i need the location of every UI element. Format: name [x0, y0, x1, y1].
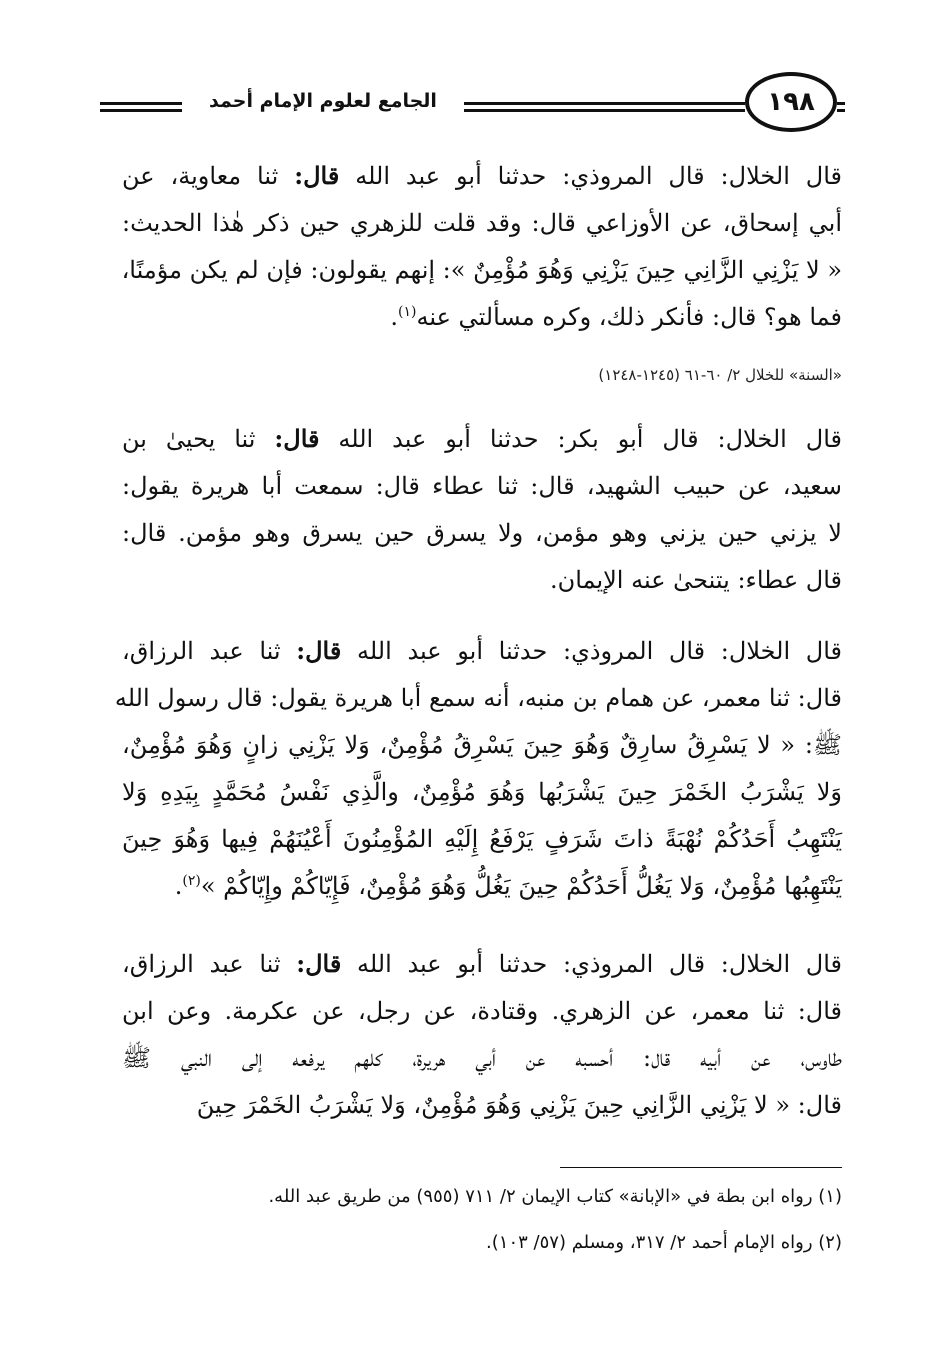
header-rule-right — [837, 102, 845, 105]
text-run: لا يزني حين يزني وهو مؤمن، ولا يسرق حين يسرق وهو مؤمن. قال: — [122, 519, 842, 547]
text-line — [122, 863, 842, 910]
bold-term: قال: — [296, 949, 342, 978]
text-line — [122, 510, 842, 557]
footnote: (٢) رواه الإمام أحمد ٢/ ٣١٧، ومسلم (٥٧/ ١٠٣). — [486, 1232, 842, 1253]
text-run: أبي إسحاق، عن الأوزاعي قال: وقد قلت للزهري حين ذكر هٰذا الحديث: — [122, 209, 842, 237]
text-line — [122, 415, 842, 463]
page-header — [100, 72, 845, 136]
text-run: ثنا معاوية، عن — [122, 162, 295, 190]
text-line — [122, 557, 842, 604]
text-line — [122, 1082, 842, 1129]
header-rule-left-lower — [100, 109, 182, 112]
text-run: سعيد، عن حبيب الشهيد، قال: ثنا عطاء قال: سمعت أبا هريرة يقول: — [122, 472, 842, 500]
text-run: وَلا يَشْرَبُ الخَمْرَ حِينَ يَشْرَبُها وَهُوَ مُؤْمِنٌ، والَّذِي نَفْسُ مُحَمَّدٍ بِيَدِهِ وَلا — [122, 778, 842, 806]
text-run: « لا يَزْنِي الزَّانِي حِينَ يَزْنِي وَهُوَ مُؤْمِنٌ »: إنهم يقولون: فإن لم يكن مؤمنًا، — [121, 256, 842, 284]
text-line — [122, 627, 842, 675]
footnote-marker: (١) — [398, 304, 417, 320]
text-line — [122, 200, 842, 247]
bold-term: قال: — [274, 424, 320, 453]
text-run: ثنا يحيىٰ بن — [122, 425, 275, 453]
text-line — [122, 722, 842, 769]
text-run: فما هو؟ قال: فأنكر ذلك، وكره مسألتي عنه — [416, 303, 842, 331]
text-run: . — [174, 872, 183, 900]
header-rule-left — [100, 102, 182, 105]
text-run: . — [390, 303, 399, 331]
text-run: ﷺ: « لا يَسْرِقُ سارِقٌ وَهُوَ حِينَ يَسْرِقُ مُؤْمِنٌ، وَلا يَزْنِي زانٍ وَهُوَ مُؤْمِنٌ، — [122, 731, 842, 759]
text-line — [122, 247, 842, 294]
text-run: قال الخلال: قال المروذي: حدثنا أبو عبد الله — [339, 162, 842, 190]
text-line — [122, 769, 842, 816]
text-run: قال عطاء: يتنحىٰ عنه الإيمان. — [550, 566, 842, 594]
header-rule-middle-lower — [464, 109, 745, 112]
text-run: يَنْتَهِبُ أَحَدُكُمْ نُهْبَةً ذاتَ شَرَفٍ يَرْفَعُ إِلَيْهِ المُؤْمِنُونَ أَعْيُنَهُمْ فِيها وَهُوَ حِينَ — [122, 825, 842, 853]
text-run: قال: ثنا معمر، عن الزهري. وقتادة، عن رجل، عن عكرمة. وعن ابن — [122, 997, 843, 1025]
header-rule-middle — [464, 102, 745, 105]
text-run: قال الخلال: قال أبو بكر: حدثنا أبو عبد الله — [319, 425, 842, 453]
text-run: طاوس، عن أبيه قال: أحسبه عن أبي هريرة، كلهم يرفعه إلى النبي ﷺ — [122, 1044, 842, 1072]
footnote: (١) رواه ابن بطة في «الإبانة» كتاب الإيمان ٢/ ٧١١ (٩٥٥) من طريق عبد الله. — [268, 1186, 842, 1207]
text-line — [122, 1035, 842, 1082]
paragraph — [122, 415, 842, 604]
paragraph — [122, 940, 842, 1129]
bold-term: قال: — [296, 636, 342, 665]
text-line — [122, 152, 842, 200]
header-rule-right-lower — [837, 109, 845, 112]
paragraph — [114, 627, 842, 910]
text-line — [122, 940, 842, 988]
text-run: ثنا عبد الرزاق، — [122, 950, 297, 978]
source-note: «السنة» للخلال ٢/ ٦٠-٦١ (١٢٤٥-١٢٤٨) — [598, 366, 842, 384]
text-line — [122, 463, 842, 510]
footnote-separator — [560, 1167, 842, 1168]
text-run: يَنْتَهِبُها مُؤْمِنٌ، وَلا يَغُلُّ أَحَدُكُمْ حِينَ يَغُلُّ وَهُوَ مُؤْمِنٌ، فَإِيّاكُمْ وإِيّاكُمْ » — [200, 872, 842, 900]
text-line — [122, 294, 842, 341]
running-title: الجامع لعلوم الإمام أحمد — [209, 90, 437, 112]
text-run: ثنا عبد الرزاق، — [122, 637, 297, 665]
text-line — [122, 816, 842, 863]
page-number: ١٩٨ — [745, 72, 837, 132]
text-run: قال: ثنا معمر، عن همام بن منبه، أنه سمع أبا هريرة يقول: قال رسول الله — [114, 684, 842, 712]
paragraph — [122, 152, 842, 341]
text-line — [122, 988, 842, 1035]
footnote-marker: (٢) — [182, 873, 201, 889]
text-run: قال الخلال: قال المروذي: حدثنا أبو عبد الله — [341, 637, 842, 665]
bold-term: قال: — [294, 161, 340, 190]
text-run: قال الخلال: قال المروذي: حدثنا أبو عبد الله — [341, 950, 842, 978]
text-line — [114, 675, 842, 722]
text-run: قال: « لا يَزْنِي الزَّانِي حِينَ يَزْنِي وَهُوَ مُؤْمِنٌ، وَلا يَشْرَبُ الخَمْرَ حِينَ — [196, 1091, 842, 1119]
